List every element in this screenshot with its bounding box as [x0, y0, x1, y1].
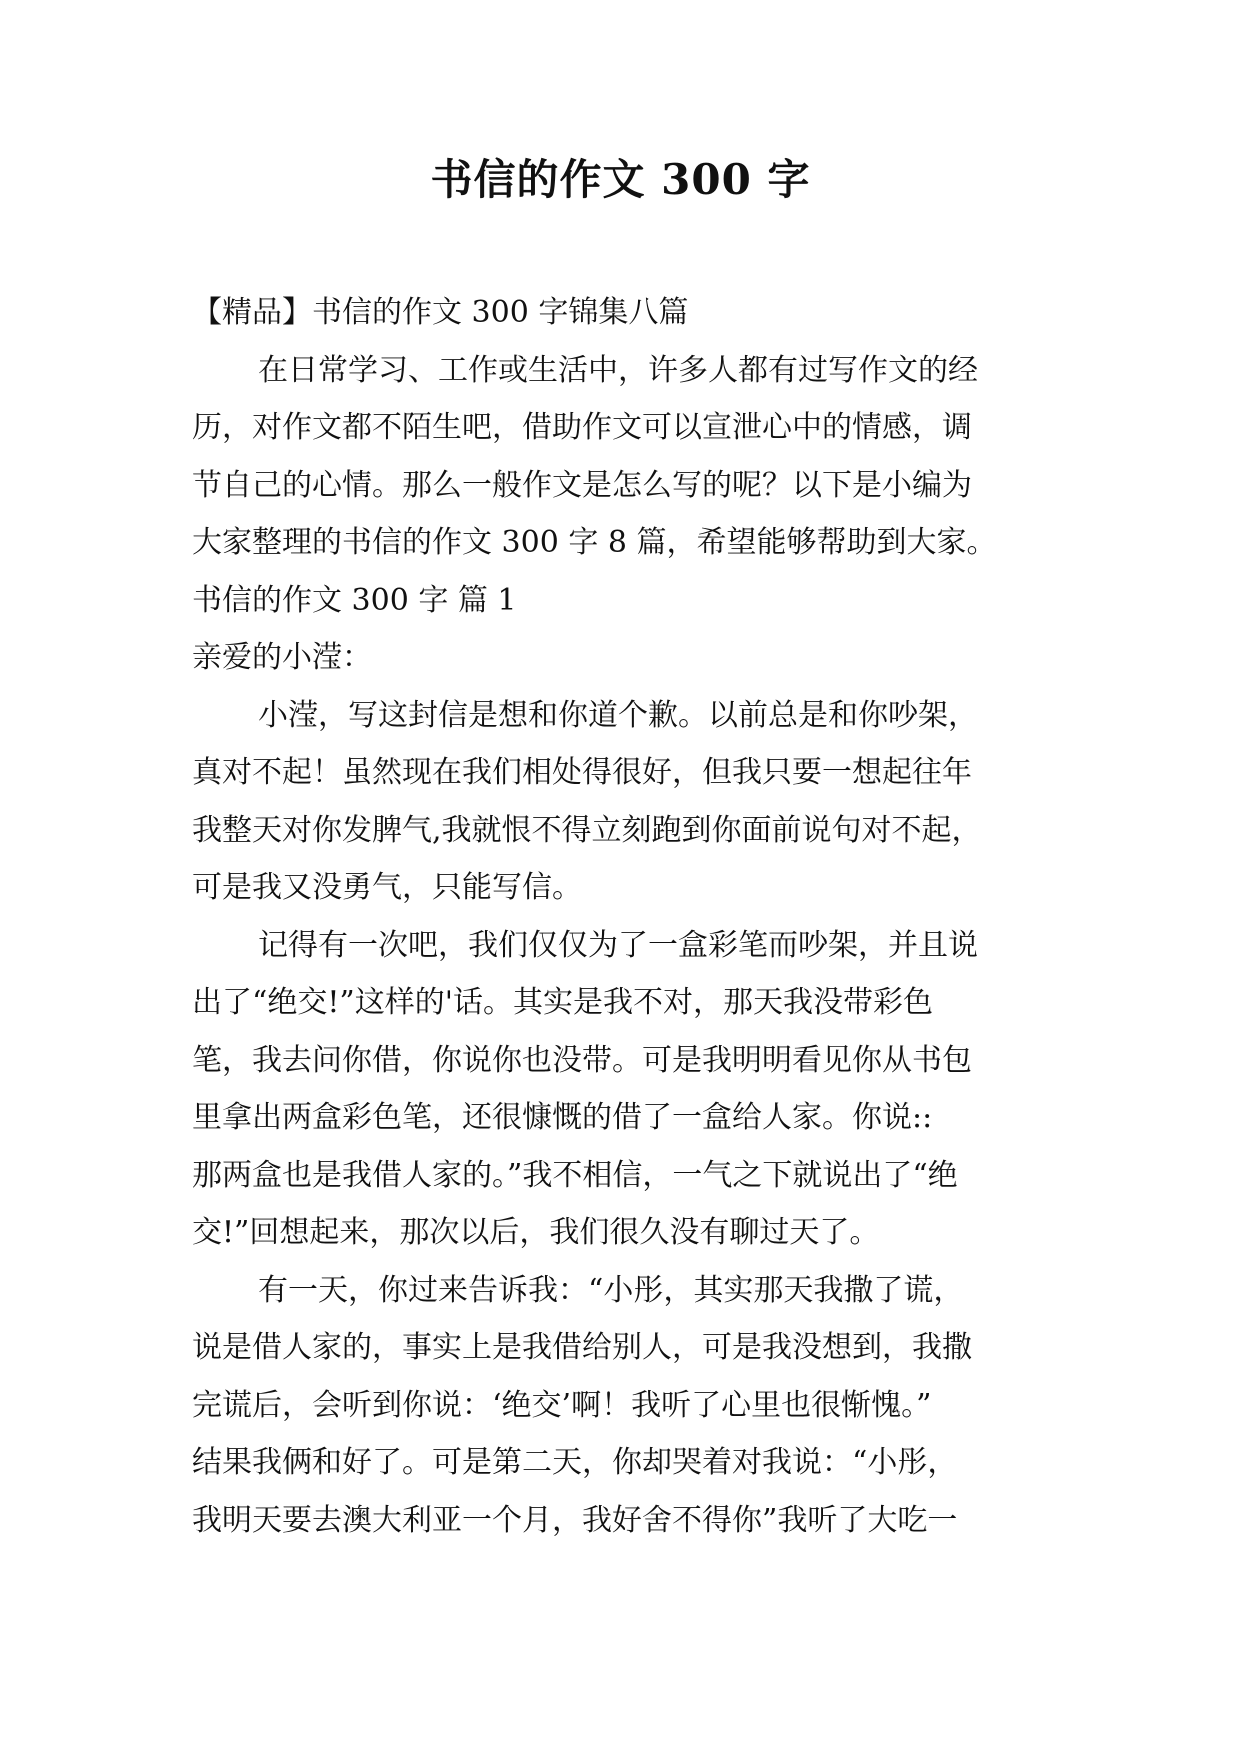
text-line: 节自己的心情。那么一般作文是怎么写的呢？以下是小编为	[192, 467, 972, 503]
text-line: 那两盒也是我借人家的。”我不相信，一气之下就说出了“绝	[192, 1157, 958, 1193]
document-body	[192, 284, 1092, 1549]
text-line: 在日常学习、工作或生活中，许多人都有过写作文的经	[258, 352, 978, 388]
text-line: 我整天对你发脾气,我就恨不得立刻跑到你面前说句对不起，	[192, 812, 982, 848]
text-line: 亲爱的小滢：	[192, 640, 372, 675]
text-line: 真对不起！虽然现在我们相处得很好，但我只要一想起往年	[192, 755, 972, 790]
document-title: 书信的作文 300 字	[430, 155, 811, 204]
text-line: 历，对作文都不陌生吧，借助作文可以宣泄心中的情感，调	[192, 410, 972, 445]
text-line: 我明天要去澳大利亚一个月，我好舍不得你”我听了大吃一	[192, 1502, 958, 1538]
text-line: 书信的作文 300 字 篇 1	[192, 582, 517, 618]
text-line: 大家整理的书信的作文 300 字 8 篇，希望能够帮助到大家。	[192, 525, 997, 560]
text-line: 记得有一次吧，我们仅仅为了一盒彩笔而吵架，并且说	[258, 927, 978, 963]
text-line: 有一天，你过来告诉我：“小彤，其实那天我撒了谎，	[258, 1272, 964, 1308]
text-line: 出了“绝交!”这样的'话。其实是我不对，那天我没带彩色	[192, 985, 933, 1020]
text-line: 结果我俩和好了。可是第二天，你却哭着对我说：“小彤，	[192, 1445, 958, 1480]
text-line: 交!”回想起来，那次以后，我们很久没有聊过天了。	[192, 1215, 880, 1250]
text-line: 小滢，写这封信是想和你道个歉。以前总是和你吵架，	[258, 697, 978, 733]
text-line: 里拿出两盒彩色笔，还很慷慨的借了一盒给人家。你说::	[192, 1100, 933, 1135]
text-line: 【精品】书信的作文 300 字锦集八篇	[192, 295, 689, 330]
text-line: 可是我又没勇气，只能写信。	[192, 870, 582, 905]
text-line: 笔，我去问你借，你说你也没带。可是我明明看见你从书包	[192, 1042, 972, 1078]
text-line: 完谎后，会听到你说：‘绝交’啊！我听了心里也很惭愧。”	[192, 1387, 932, 1423]
text-line: 说是借人家的，事实上是我借给别人，可是我没想到，我撒	[192, 1330, 972, 1365]
